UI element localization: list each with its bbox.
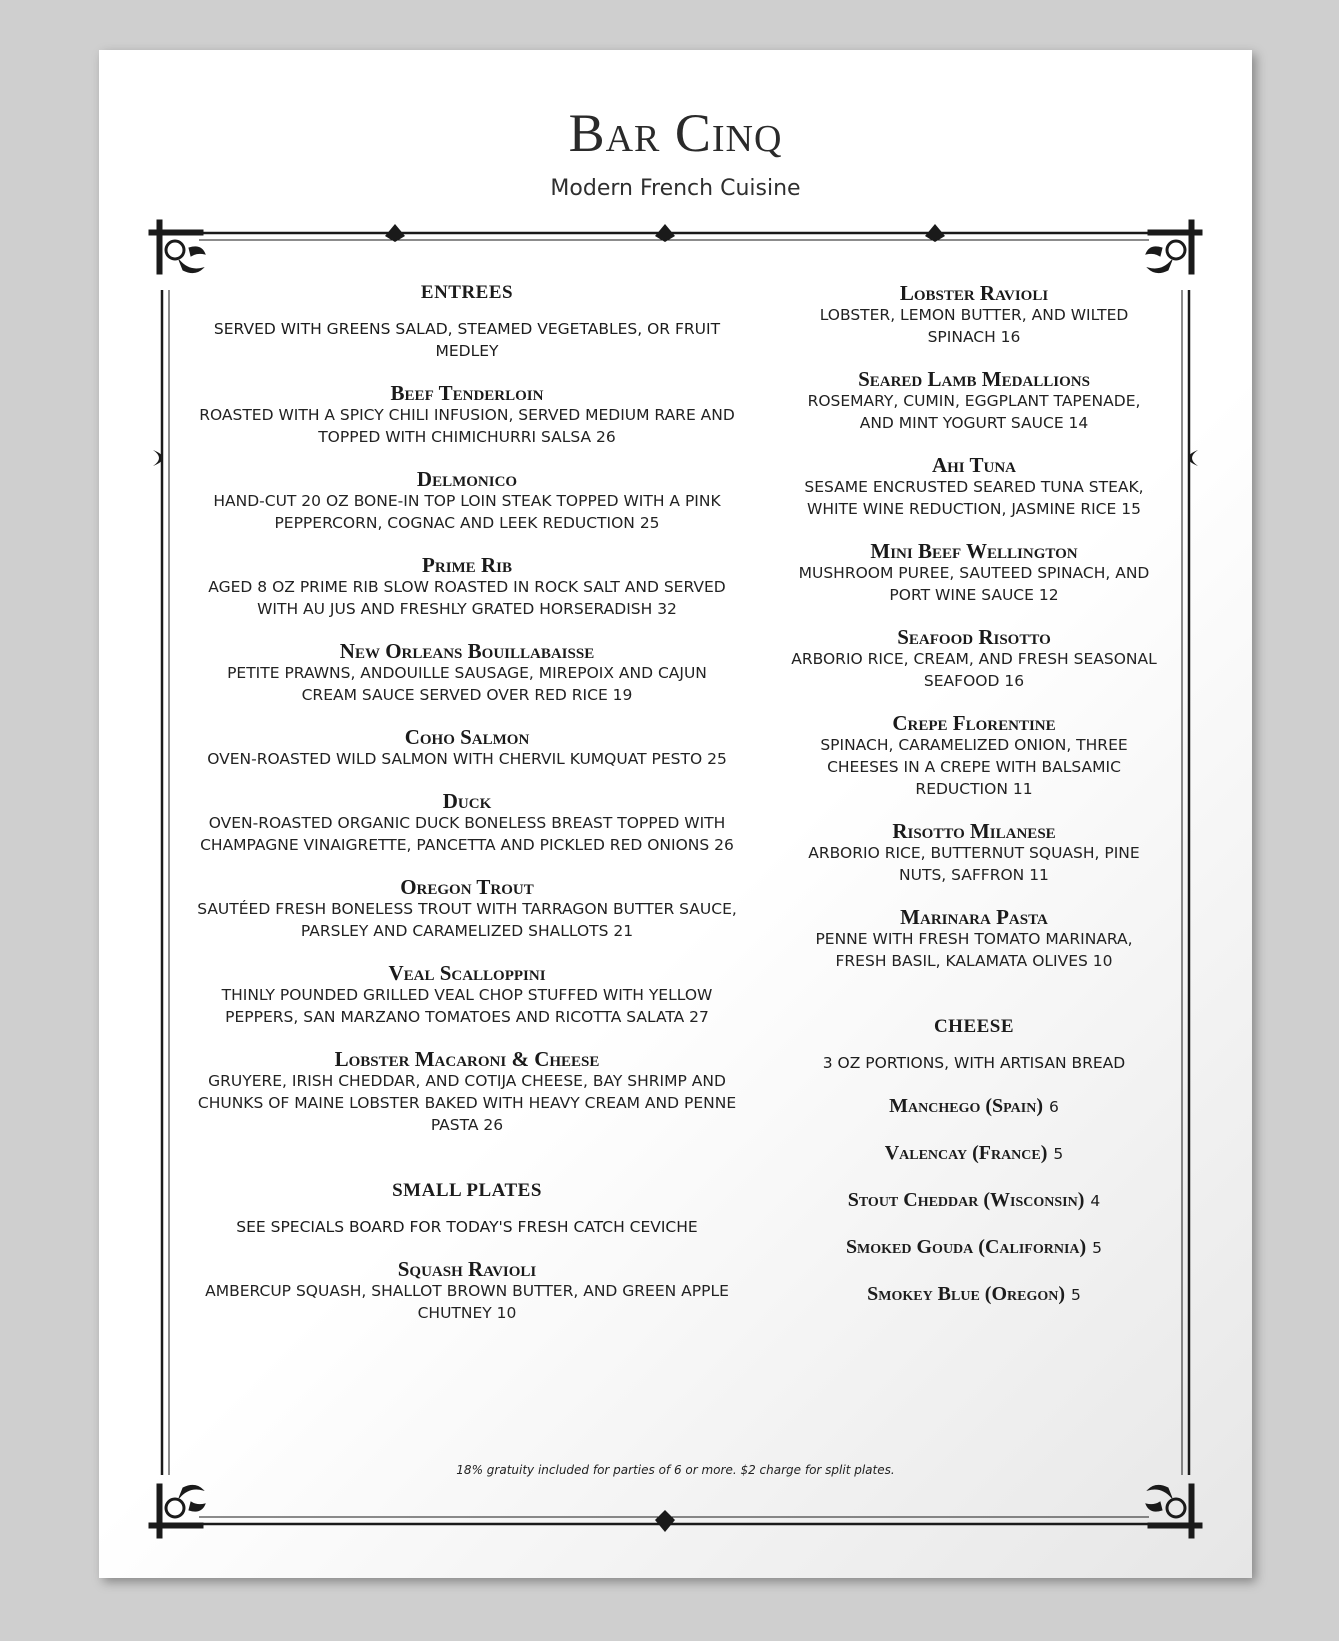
item-name: Lobster Macaroni & Cheese <box>334 1047 600 1071</box>
cheese-price: 5 <box>1071 1286 1081 1304</box>
item-desc: PETITE PRAWNS, ANDOUILLE SAUSAGE, MIREPOIX AND CAJUN CREAM SAUCE SERVED OVER RED RICE 19 <box>227 664 707 704</box>
cheese-price: 4 <box>1090 1192 1101 1210</box>
item-name: Seared Lamb Medallions <box>858 367 1090 391</box>
left-column <box>197 282 737 1344</box>
item-name: Ahi Tuna <box>931 453 1017 477</box>
item-desc: OVEN-ROASTED ORGANIC DUCK BONELESS BREAST TOPPED WITH CHAMPAGNE VINAIGRETTE, PANCETTA AND PICKLED RED ONIONS 26 <box>200 814 734 854</box>
gratuity-note: 18% gratuity included for parties of 6 or more. $2 charge for split plates. <box>456 1463 895 1477</box>
cheese-item <box>789 1282 1159 1307</box>
item-desc: AMBERCUP SQUASH, SHALLOT BROWN BUTTER, AND GREEN APPLE CHUTNEY 10 <box>205 1282 729 1322</box>
item-desc: ARBORIO RICE, BUTTERNUT SQUASH, PINE NUTS, SAFFRON 11 <box>808 844 1140 884</box>
item-desc: ROASTED WITH A SPICY CHILI INFUSION, SERVED MEDIUM RARE AND TOPPED WITH CHIMICHURRI SALSA 26 <box>199 406 735 446</box>
item-desc: SAUTÉED FRESH BONELESS TROUT WITH TARRAGON BUTTER SAUCE, PARSLEY AND CARAMELIZED SHALLOTS 21 <box>197 900 737 940</box>
item-name: New Orleans Bouillabaisse <box>339 639 595 663</box>
entrees-note: SERVED WITH GREENS SALAD, STEAMED VEGETABLES, OR FRUIT MEDLEY <box>213 320 721 360</box>
menu-item <box>197 1258 737 1324</box>
menu-item <box>789 282 1159 348</box>
menu-item <box>197 726 737 770</box>
item-desc: LOBSTER, LEMON BUTTER, AND WILTED SPINACH 16 <box>819 306 1129 346</box>
cheese-name: Smokey Blue (Oregon) <box>867 1283 1066 1305</box>
item-name: Lobster Ravioli <box>899 281 1049 305</box>
cheese-name: Smoked Gouda (California) <box>845 1236 1087 1258</box>
item-desc: SESAME ENCRUSTED SEARED TUNA STEAK, WHITE WINE REDUCTION, JASMINE RICE 15 <box>804 478 1144 518</box>
menu-item <box>197 640 737 706</box>
cheese-item <box>789 1188 1159 1213</box>
menu-item <box>197 554 737 620</box>
item-desc: OVEN-ROASTED WILD SALMON WITH CHERVIL KUMQUAT PESTO 25 <box>207 750 727 768</box>
entrees-heading: ENTREES <box>420 282 514 303</box>
item-desc: ARBORIO RICE, CREAM, AND FRESH SEASONAL SEAFOOD 16 <box>791 650 1157 690</box>
item-desc: ROSEMARY, CUMIN, EGGPLANT TAPENADE, AND MINT YOGURT SAUCE 14 <box>807 392 1141 432</box>
cheese-price: 5 <box>1092 1239 1103 1257</box>
item-name: Mini Beef Wellington <box>870 539 1078 563</box>
item-name: Risotto Milanese <box>892 819 1056 843</box>
cheese-name: Stout Cheddar (Wisconsin) <box>847 1189 1085 1211</box>
item-desc: PENNE WITH FRESH TOMATO MARINARA, FRESH BASIL, KALAMATA OLIVES 10 <box>815 930 1133 970</box>
item-name: Oregon Trout <box>400 875 534 899</box>
item-name: Veal Scalloppini <box>388 961 546 985</box>
small-plates-heading: SMALL PLATES <box>392 1180 542 1201</box>
item-desc: MUSHROOM PUREE, SAUTEED SPINACH, AND PORT WINE SAUCE 12 <box>798 564 1150 604</box>
item-name: Marinara Pasta <box>900 905 1048 929</box>
menu-item <box>789 454 1159 520</box>
item-desc: AGED 8 OZ PRIME RIB SLOW ROASTED IN ROCK SALT AND SERVED WITH AU JUS AND FRESHLY GRATED HORSERADISH 32 <box>208 578 726 618</box>
item-name: Coho Salmon <box>404 725 530 749</box>
cheese-heading: CHEESE <box>933 1016 1015 1037</box>
item-desc: THINLY POUNDED GRILLED VEAL CHOP STUFFED WITH YELLOW PEPPERS, SAN MARZANO TOMATOES AND RICOTTA SALATA 27 <box>221 986 713 1026</box>
menu-item <box>197 876 737 942</box>
item-name: Duck <box>442 789 492 813</box>
menu-item <box>789 626 1159 692</box>
cheese-item <box>789 1141 1159 1166</box>
menu-item <box>197 468 737 534</box>
item-name: Beef Tenderloin <box>390 381 544 405</box>
cheese-name: Valencay (France) <box>884 1142 1048 1164</box>
menu-item <box>789 540 1159 606</box>
item-name: Crepe Florentine <box>892 711 1056 735</box>
cheese-price: 5 <box>1053 1145 1064 1163</box>
cheese-name: Manchego (Spain) <box>889 1095 1043 1117</box>
menu-item <box>789 906 1159 972</box>
item-name: Seafood Risotto <box>897 625 1051 649</box>
menu-item <box>197 1048 737 1136</box>
menu-item <box>789 368 1159 434</box>
menu-item <box>197 382 737 448</box>
cheese-item <box>789 1235 1159 1260</box>
menu-item <box>197 790 737 856</box>
menu-sheet <box>99 50 1252 1578</box>
cheese-item <box>789 1094 1159 1119</box>
item-name: Prime Rib <box>422 553 512 577</box>
item-desc: HAND-CUT 20 OZ BONE-IN TOP LOIN STEAK TOPPED WITH A PINK PEPPERCORN, COGNAC AND LEEK REDUCTION 25 <box>213 492 721 532</box>
cheese-note: 3 OZ PORTIONS, WITH ARTISAN BREAD <box>822 1054 1126 1072</box>
restaurant-subtitle: Modern French Cuisine <box>550 176 801 201</box>
right-column <box>789 282 1159 1329</box>
item-name: Squash Ravioli <box>397 1257 537 1281</box>
item-desc: SPINACH, CARAMELIZED ONION, THREE CHEESES IN A CREPE WITH BALSAMIC REDUCTION 11 <box>820 736 1128 798</box>
menu-item <box>197 962 737 1028</box>
item-name: Delmonico <box>416 467 518 491</box>
item-desc: GRUYERE, IRISH CHEDDAR, AND COTIJA CHEESE, BAY SHRIMP AND CHUNKS OF MAINE LOBSTER BAKED WITH HEAVY CREAM AND PENNE PASTA 26 <box>197 1072 737 1134</box>
menu-item <box>789 712 1159 800</box>
small-plates-note: SEE SPECIALS BOARD FOR TODAY'S FRESH CATCH CEVICHE <box>236 1218 698 1236</box>
cheese-price: 6 <box>1048 1098 1059 1116</box>
restaurant-title: Bar Cinq <box>568 103 783 163</box>
menu-item <box>789 820 1159 886</box>
